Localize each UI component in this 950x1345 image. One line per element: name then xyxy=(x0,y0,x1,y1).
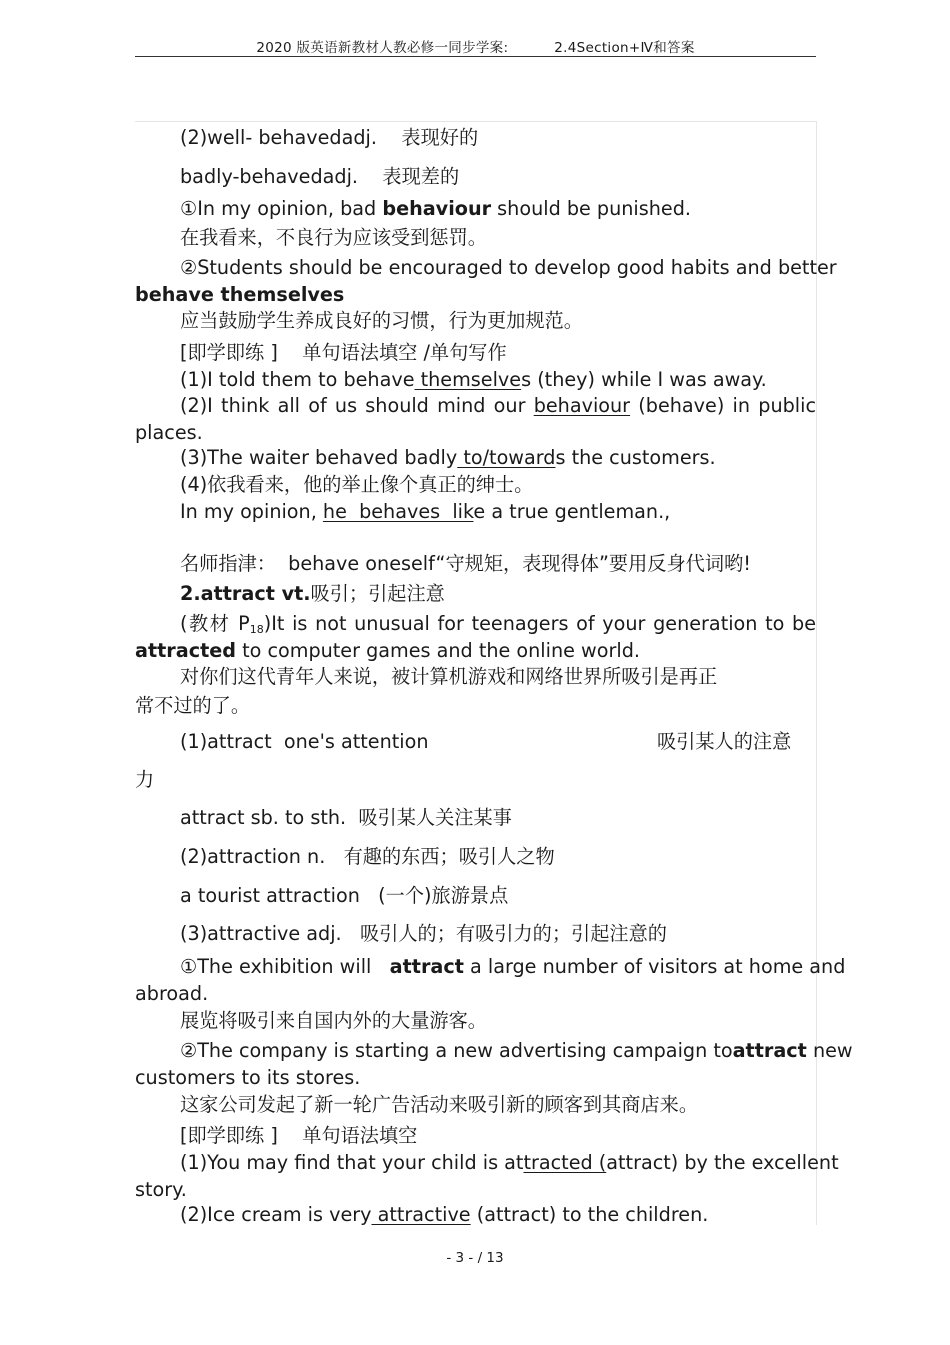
exercise-item: (1)I told them to behave themselves (they) while I was away. xyxy=(180,368,767,391)
phrase-item: a tourist attraction (一个)旅游景点 xyxy=(180,884,509,907)
keyword: behaviour xyxy=(382,197,492,220)
term-meaning: 表现差的 xyxy=(382,165,460,188)
phrase-meaning: 吸引某人的注意 xyxy=(657,730,792,753)
textbook-quote-cont: attracted to computer games and the online world. xyxy=(135,639,640,662)
answer-blank: he behaves lik xyxy=(322,500,474,523)
word-form-well-behaved xyxy=(0,126,950,150)
term-meaning: 表现好的 xyxy=(401,126,479,149)
exercise-item: (4)依我看来，他的举止像个真正的绅士。 xyxy=(180,473,534,496)
answer-blank: behaviour xyxy=(533,394,631,417)
exercise-item: (2)I think all of us should mind our behaviour (behave) in public xyxy=(180,394,816,417)
quote-translation: 对你们这代青年人来说，被计算机游戏和网络世界所吸引是再正 xyxy=(180,665,718,688)
word-form: (2)attraction n. 有趣的东西；吸引人之物 xyxy=(180,845,555,868)
practice-heading: [即学即练 ] 单句语法填空 xyxy=(180,1124,418,1147)
entry-heading xyxy=(0,582,950,606)
word-form-badly-behaved xyxy=(0,165,950,189)
example-translation: 在我看来，不良行为应该受到惩罚。 xyxy=(180,226,487,249)
quote-translation-cont: 常不过的了。 xyxy=(135,694,251,717)
headword-meaning: 吸引；引起注意 xyxy=(310,582,445,605)
answer-blank: themselve xyxy=(414,368,522,391)
exercise-answer-line: In my opinion, he behaves like a true gentleman., xyxy=(180,500,671,523)
term: (2)well- behavedadj. xyxy=(180,126,377,149)
exercise-item: (2)Ice cream is very attractive (attract) to the children. xyxy=(180,1203,709,1226)
example-sentence: ①In my opinion, bad behaviour should be punished. xyxy=(180,197,692,220)
phrase-item: (1)attract one's attention xyxy=(180,730,429,753)
practice-heading: [即学即练 ] 单句语法填空 /单句写作 xyxy=(180,341,507,364)
example-sentence-cont xyxy=(0,283,950,307)
page-header xyxy=(135,36,816,56)
keyword: behave themselves xyxy=(135,283,345,306)
exercise-item-cont: story. xyxy=(135,1178,187,1201)
header-title: 2020 版英语新教材人教必修一同步学案: xyxy=(256,40,509,56)
example-sentence-cont: abroad. xyxy=(135,982,209,1005)
example-sentence: ②The company is starting a new advertising campaign toattract new xyxy=(180,1039,853,1062)
phrase-meaning-cont: 力 xyxy=(135,768,155,791)
header-rule xyxy=(135,56,816,57)
textbook-quote: (教材 $P_{18})It$ is not unusual for teenagers of your generation to be xyxy=(180,612,817,636)
answer-blank: to/toward xyxy=(457,446,556,469)
page-number: - 3 - / 13 xyxy=(446,1250,504,1266)
keyword: attracted xyxy=(135,639,236,662)
example-translation: 应当鼓励学生养成良好的习惯，行为更加规范。 xyxy=(180,309,583,332)
exercise-item: (1)You may find that your child is attracted (attract) by the excellent xyxy=(180,1151,839,1174)
phrase-item: attract sb. to sth. 吸引某人关注某事 xyxy=(180,806,512,829)
answer-blank: attractive xyxy=(371,1203,471,1226)
headword: 2.attract vt. xyxy=(180,582,311,605)
keyword: attract xyxy=(389,955,464,978)
teacher-tip: 名师指津： behave oneself“守规矩，表现得体”要用反身代词哟! xyxy=(180,552,751,575)
term: badly-behavedadj. xyxy=(180,165,358,188)
exercise-item-cont: places. xyxy=(135,421,203,444)
keyword: attract xyxy=(732,1039,807,1062)
example-sentence-cont: customers to its stores. xyxy=(135,1066,361,1089)
answer-blank: tracted ( xyxy=(523,1151,607,1174)
example-translation: 展览将吸引来自国内外的大量游客。 xyxy=(180,1009,487,1032)
example-sentence: ①The exhibition will attract a large number of visitors at home and xyxy=(180,955,846,978)
example-translation: 这家公司发起了新一轮广告活动来吸引新的顾客到其商店来。 xyxy=(180,1093,699,1116)
exercise-item: (3)The waiter behaved badly to/towards the customers. xyxy=(180,446,716,469)
header-section: 2.4Section+Ⅳ和答案 xyxy=(554,40,695,56)
word-form: (3)attractive adj. 吸引人的；有吸引力的；引起注意的 xyxy=(180,922,667,945)
example-sentence: ②Students should be encouraged to develop good habits and better xyxy=(180,256,837,279)
